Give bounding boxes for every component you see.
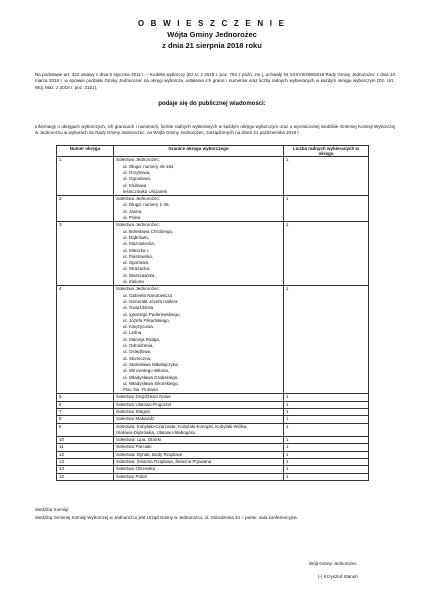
boundary-line: ul. Wincentego Witosa,: [123, 368, 170, 374]
district-boundaries: [114, 394, 284, 401]
boundary-line: Sołectwo Jednorożec:: [116, 222, 161, 228]
boundary-line: Sołectwo Połoń: [116, 473, 148, 479]
district-number: 15: [57, 473, 114, 480]
boundary-line: ul. Odrodzenia,: [123, 343, 154, 349]
councillor-count: 1: [284, 157, 369, 196]
councillor-count: 1: [284, 466, 369, 473]
district-boundaries: [114, 416, 284, 423]
councillor-count: 1: [284, 222, 369, 286]
table-header-row: [57, 146, 369, 157]
councillor-count: 1: [284, 196, 369, 222]
boundary-line: ul. Ignacego Paderewskiego,: [123, 311, 181, 317]
boundary-line: ul. Józefa Piłsudskiego,: [123, 317, 171, 323]
boundary-line: ul. Bolesława Chrobrego,: [123, 228, 174, 234]
boundary-line: ul. Słoneczna,: [123, 355, 152, 361]
table-row: [57, 222, 369, 286]
district-boundaries: [114, 157, 284, 196]
district-number: 1: [57, 157, 114, 196]
district-boundaries: [114, 466, 284, 473]
boundary-line: ul. Polna: [123, 215, 141, 221]
district-boundaries: [114, 451, 284, 458]
districts-table: [56, 145, 369, 481]
document-date: z dnia 21 sierpnia 2018 roku: [162, 41, 262, 50]
table-row: [57, 401, 369, 408]
councillor-count: 1: [284, 408, 369, 415]
district-number: 8: [57, 416, 114, 423]
boundary-line: Sołectwo Stegna: [116, 408, 150, 414]
boundary-line: ul. Ogrodowa,: [123, 176, 152, 182]
boundary-line: Plac Św. Floriana: [123, 387, 158, 393]
district-boundaries: [114, 473, 284, 480]
boundary-line: Sołectwa: Lipa, Obórki: [116, 437, 162, 443]
notice-heading: podaje się do publicznej wiadomości:: [158, 101, 266, 107]
boundary-line: ul. Sportowa,: [123, 260, 150, 266]
information-paragraph: Informację o okręgach wyborczych, ich granicach i numerach, liczbie radnych wybieranych w każdym okręgu wyborczym oraz o wyznaczonej siedzibie Gminnej Komisji Wyborczej w Jednorożcu w wyborach do Rady Gminy Jednorożec, na Wójta Gminy Jednorożec, zarządzonych na dzień 21 października 2018 r.: [35, 124, 395, 136]
boundary-line: ul. Długa: numery 46-164,: [123, 163, 175, 169]
councillor-count: 1: [284, 444, 369, 451]
boundary-line: Sołectwo Jednorożec:: [116, 196, 161, 202]
boundary-line: Sołectwo Małowidz: [116, 416, 155, 422]
district-number: 12: [57, 451, 114, 458]
boundary-line: ul. Władysława Grabskiego,: [123, 374, 179, 380]
boundary-line: ul. Gwiaździsta: [123, 305, 154, 311]
councillor-count: 1: [284, 416, 369, 423]
document-title: O B W I E S Z C Z E N I E: [137, 19, 287, 28]
boundary-line: Ulatowo-Dąbrówka, Ulatowo-Słabogóra: [116, 429, 195, 435]
table-row: [57, 466, 369, 473]
boundary-line: ul. Klubowa: [123, 182, 147, 188]
district-boundaries: [114, 423, 284, 437]
boundary-line: ul. Strażacka,: [123, 266, 151, 272]
boundary-line: ul. Piastowska,: [123, 253, 154, 259]
councillor-count: 1: [284, 394, 369, 401]
district-number: 5: [57, 394, 114, 401]
header-district-number: Numer okręgu: [57, 146, 114, 157]
boundary-line: ul. Księżycowa,: [123, 324, 155, 330]
commission-seat-label: Siedziba Komisji:: [35, 507, 70, 512]
district-number: 13: [57, 459, 114, 466]
signature-name: (-) Krzysztof Stanoń: [318, 574, 358, 579]
councillor-count: 1: [284, 459, 369, 466]
boundary-line: ul. Osiedlowa,: [123, 349, 152, 355]
councillor-count: 1: [284, 401, 369, 408]
district-boundaries: [114, 437, 284, 444]
table-row: [57, 416, 369, 423]
district-number: 3: [57, 222, 114, 286]
header-councillor-count: Liczba radnych wybieranych w okręgu: [284, 146, 369, 157]
boundary-line: Sołectwo Jednorożec:: [116, 286, 161, 292]
boundary-line: ul. Grzybowa,: [123, 170, 151, 175]
district-number: 7: [57, 408, 114, 415]
boundary-line: ul. Mieszka I,: [123, 247, 150, 253]
boundary-line: Sołectwa: Dynak, Budy Rządowe: [116, 451, 183, 457]
district-number: 6: [57, 401, 114, 408]
district-boundaries: [114, 401, 284, 408]
boundary-line: Sołectwo Ulatowo-Pogorzel: [116, 401, 172, 407]
district-boundaries: [114, 222, 284, 286]
district-boundaries: [114, 408, 284, 415]
table-row: [57, 451, 369, 458]
district-boundaries: [114, 459, 284, 466]
boundary-line: Sołectwo Jednorożec:: [116, 157, 161, 163]
councillor-count: 1: [284, 286, 369, 394]
boundary-line: Sołectwa: Żelazna Rządowa, Żelazna Prywatna: [116, 459, 212, 465]
table-row: [57, 286, 369, 394]
boundary-line: ul. Stanisława Mikołajczyka,: [123, 361, 179, 367]
table-row: [57, 423, 369, 437]
table-row: [57, 394, 369, 401]
district-boundaries: [114, 444, 284, 451]
table-row: [57, 473, 369, 480]
boundary-line: Sołectwo Drążdżewo Nowe: [116, 394, 171, 400]
boundary-line: Sołectwa: Kobylaki-Czarzaste, Kobylaki-Konopki, Kobylaki-Wólka,: [116, 423, 248, 429]
header-district-boundaries: Granice okręgu wyborczego: [114, 146, 284, 157]
district-boundaries: [114, 196, 284, 222]
district-boundaries: [114, 286, 284, 394]
table-row: [57, 459, 369, 466]
boundary-line: ul. Długa: numery 1-45,: [123, 202, 170, 208]
boundary-line: ul. Warszawska,: [123, 272, 156, 278]
councillor-count: 1: [284, 451, 369, 458]
boundary-line: ul. Leśna,: [123, 330, 143, 336]
councillor-count: 1: [284, 423, 369, 437]
boundary-line: ul. Gabriela Narutowicza: [123, 292, 173, 298]
district-number: 2: [57, 196, 114, 222]
boundary-line: ul. Zielona: [123, 279, 144, 285]
table-row: [57, 408, 369, 415]
table-row: [57, 157, 369, 196]
district-number: 14: [57, 466, 114, 473]
boundary-line: ul. Dąbrówki,: [123, 234, 150, 240]
district-number: 9: [57, 423, 114, 437]
district-number: 11: [57, 444, 114, 451]
boundary-line: Sołectwo Parciaki: [116, 444, 152, 450]
legal-basis-paragraph: Na podstawie art. 422 ustawy z dnia 5 stycznia 2011 r. – Kodeks wyborczy (Dz.U. z 2018 r. poz. 754 z późn. zm.), uchwały Nr XXXVII/208/2018 Rady Gminy Jednorożec z dnia 23 marca 2018 r. w sprawie podziału Gminy Jednorożec na okręgi wyborcze, ustalenia ich granic i numerów oraz liczby radnych wybieranych w każdym okręgu wyborczym (Dz. Urz. Woj. Maz. z 2018 r. poz. 3151),: [35, 72, 395, 90]
boundary-line: ul. Generała Józefa Hallera: [123, 298, 178, 304]
district-number: 4: [57, 286, 114, 394]
table-row: [57, 444, 369, 451]
boundary-line: ul. Mazowiecka,: [123, 241, 156, 247]
councillor-count: 1: [284, 437, 369, 444]
district-number: 10: [57, 437, 114, 444]
boundary-line: Sołectwo Olszewka: [116, 466, 156, 472]
councillor-count: 1: [284, 473, 369, 480]
boundary-line: leśniczówka Uścianek: [123, 188, 168, 194]
boundary-line: ul. Jasna,: [123, 208, 143, 214]
table-row: [57, 196, 369, 222]
boundary-line: ul. Macieja Rataja,: [123, 336, 161, 342]
document-subtitle: Wójta Gminy Jednorożec: [167, 30, 257, 39]
table-row: [57, 437, 369, 444]
signature-title: Wójt Gminy Jednorożec: [309, 561, 357, 566]
commission-seat-text: Siedzibą Gminnej Komisji Wyborczej w Jednorożcu jest Urząd Gminy w Jednorożcu, ul. Odrodzenia 34 – parter, sala konferencyjna.: [35, 515, 298, 520]
boundary-line: ul. Władysława Sikorskiego,: [123, 380, 179, 386]
